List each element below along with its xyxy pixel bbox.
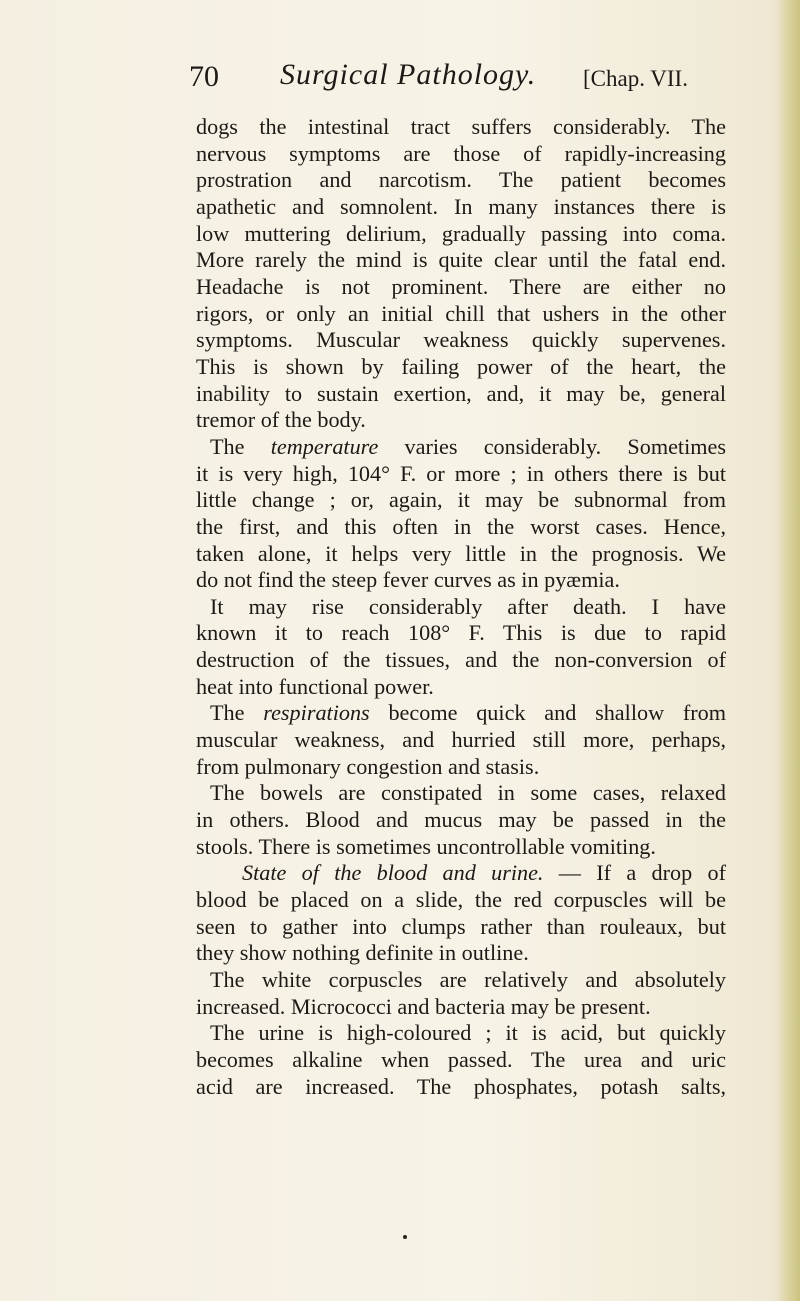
text-run: become quick and shallow from xyxy=(369,700,726,726)
text-line: tremor of the body. xyxy=(196,407,366,433)
text-line: known it to reach 108° F. This is due to rapid xyxy=(196,620,726,646)
text-line: nervous symptoms are those of rapidly-increasing xyxy=(196,140,726,166)
term-respirations: respirations xyxy=(263,700,370,726)
text-line: The bowels are constipated in some cases, relaxed xyxy=(210,780,726,806)
text-run: varies considerably. Sometimes xyxy=(378,433,726,459)
body-text xyxy=(196,114,726,1100)
text-line: low muttering delirium, gradually passing into coma. xyxy=(196,220,726,246)
running-title: Surgical Pathology. xyxy=(280,58,537,91)
text-line: taken alone, it helps very little in the prognosis. We xyxy=(196,540,726,566)
text-line: blood be placed on a slide, the red corpuscles will be xyxy=(196,887,726,913)
text-line: seen to gather into clumps rather than rouleaux, but xyxy=(196,913,726,939)
text-line: the first, and this often in the worst cases. Hence, xyxy=(196,513,726,539)
section-heading: State of the blood and urine. xyxy=(242,860,544,886)
text-line: The urine is high-coloured ; it is acid, but quickly xyxy=(210,1020,726,1046)
text-line: rigors, or only an initial chill that ushers in the other xyxy=(196,300,726,326)
text-line: The white corpuscles are relatively and absolutely xyxy=(210,967,726,992)
text-line: becomes alkaline when passed. The urea and uric xyxy=(196,1046,726,1072)
text-line: prostration and narcotism. The patient becomes xyxy=(196,167,726,193)
page-mark xyxy=(403,1235,407,1239)
text-line: it is very high, 104° F. or more ; in others there is but xyxy=(196,460,726,486)
text-line: inability to sustain exertion, and, it may be, general xyxy=(196,380,726,406)
text-line: stools. There is sometimes uncontrollable vomiting. xyxy=(196,833,656,859)
text-line: apathetic and somnolent. In many instances there is xyxy=(196,193,726,219)
text-line: from pulmonary congestion and stasis. xyxy=(196,753,540,779)
chapter-label: [Chap. VII. xyxy=(583,66,688,91)
paragraph-blood-urine xyxy=(196,860,726,887)
text-line: This is shown by failing power of the heart, the xyxy=(196,353,726,379)
text-line: More rarely the mind is quite clear until the fatal end. xyxy=(196,247,726,273)
text-line: increased. Micrococci and bacteria may be present. xyxy=(196,993,651,1019)
page-header xyxy=(0,58,800,98)
text-line: do not find the steep fever curves as in pyæmia. xyxy=(196,567,620,593)
paragraph-respirations xyxy=(196,700,726,727)
text-line: acid are increased. The phosphates, potash salts, xyxy=(196,1073,726,1099)
term-temperature: temperature xyxy=(270,433,379,459)
text-line: they show nothing definite in outline. xyxy=(196,940,529,966)
text-run: The xyxy=(210,700,264,726)
page-edge-stain xyxy=(776,0,800,1301)
text-line: Headache is not prominent. There are either no xyxy=(196,273,726,299)
text-run: The xyxy=(210,433,271,459)
text-line: destruction of the tissues, and the non-conversion of xyxy=(196,647,726,673)
text-line: dogs the intestinal tract suffers considerably. The xyxy=(196,114,726,139)
text-run: — If a drop of xyxy=(543,860,726,886)
text-line: It may rise considerably after death. I have xyxy=(210,593,726,619)
text-line: symptoms. Muscular weakness quickly supervenes. xyxy=(196,327,726,353)
text-line: muscular weakness, and hurried still more, perhaps, xyxy=(196,727,726,753)
paragraph-temperature xyxy=(196,434,726,461)
text-line: heat into functional power. xyxy=(196,673,434,699)
text-line: little change ; or, again, it may be subnormal from xyxy=(196,487,726,513)
page-number: 70 xyxy=(189,60,219,93)
text-line: in others. Blood and mucus may be passed in the xyxy=(196,807,726,833)
